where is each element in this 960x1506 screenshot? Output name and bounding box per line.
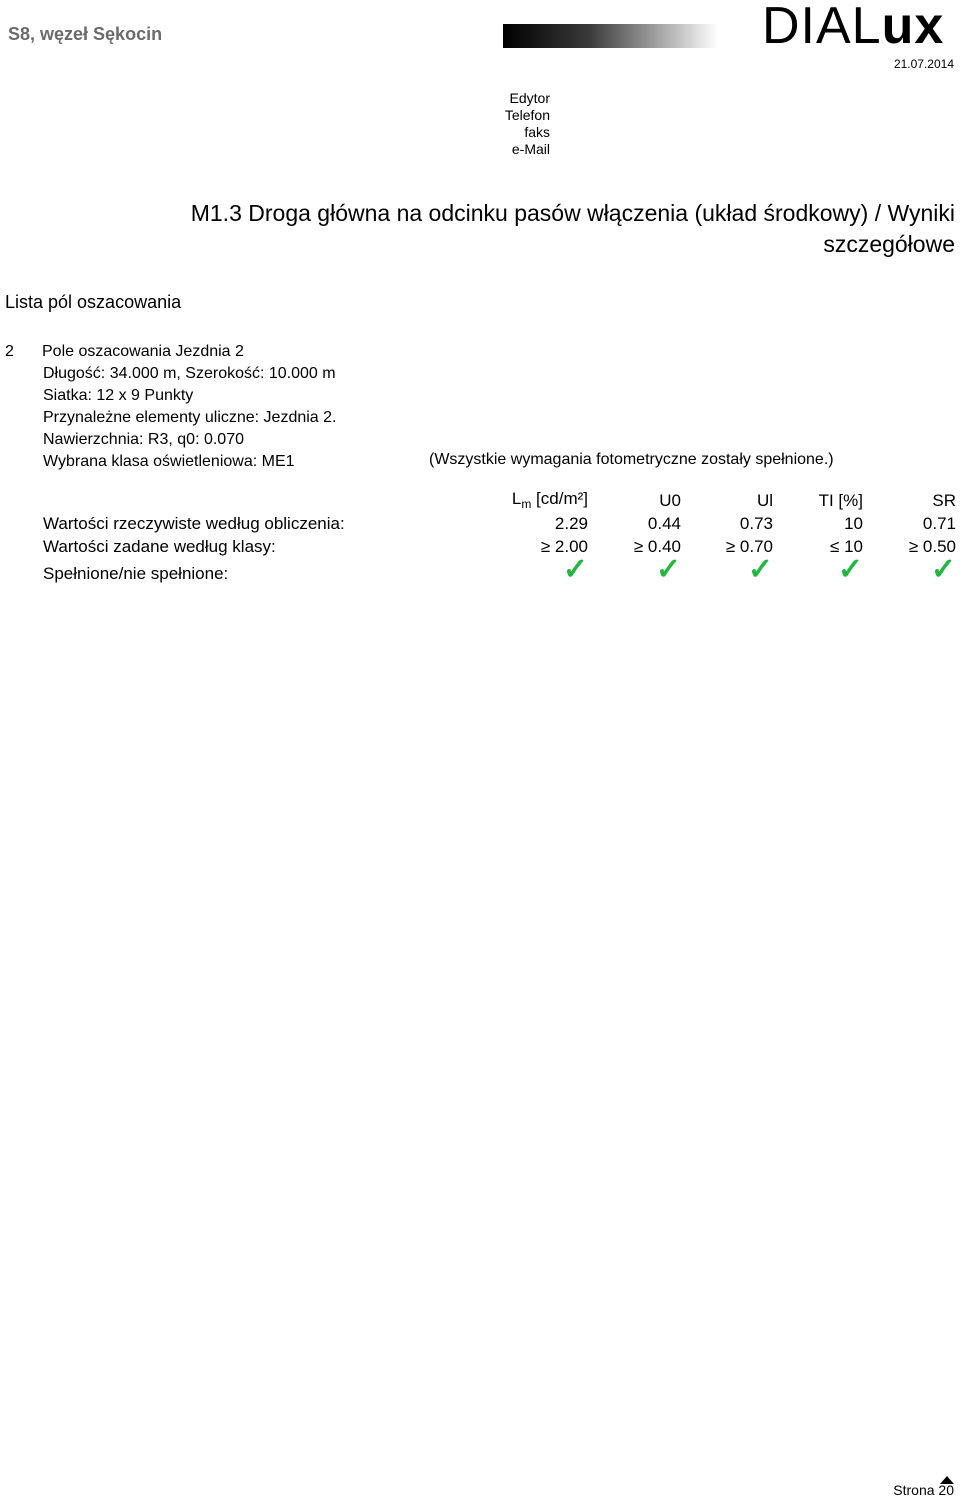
section-title: Lista pól oszacowania (5, 292, 182, 312)
project-title: S8, węzeł Sękocin (8, 24, 163, 44)
fulfilled-label: Spełnione/nie spełnione: (43, 564, 229, 583)
actual-u0: 0.44 (647, 514, 681, 533)
actual-ti: 10 (844, 514, 863, 533)
col-u0: U0 (659, 491, 681, 510)
check-icon: ✓ (837, 553, 863, 586)
check-icon: ✓ (930, 553, 956, 586)
col-sr: SR (932, 491, 956, 510)
col-lm: $L_m$ [cd/m²] (511, 489, 588, 511)
target-ti: ≤ 10 (830, 537, 863, 556)
field-lighting-class: Wybrana klasa oświetleniowa: ME1 (43, 453, 295, 470)
field-name: Pole oszacowania Jezdnia 2 (42, 343, 244, 360)
evaluation-field-details (5, 341, 337, 473)
results-table (43, 488, 956, 584)
actual-lm: 2.29 (554, 514, 588, 533)
logo-text-regular: DIAL (762, 0, 882, 55)
results-header-row (43, 488, 956, 511)
contact-fax: faks (524, 124, 550, 140)
target-values-row (43, 534, 956, 557)
check-icon: ✓ (562, 553, 588, 586)
actual-values-row (43, 511, 956, 534)
page-title-line1: M1.3 Droga główna na odcinku pasów włączenia (układ środkowy) / Wyniki (190, 200, 955, 226)
check-icon: ✓ (655, 553, 681, 586)
field-length-width: Długość: 34.000 m, Szerokość: 10.000 m (43, 365, 336, 382)
page-title-line2: szczegółowe (823, 231, 955, 257)
check-icon: ✓ (747, 553, 773, 586)
actual-values-label: Wartości rzeczywiste według obliczenia: (43, 514, 345, 533)
header-gradient-bar (503, 24, 718, 48)
target-lm: ≥ 2.00 (540, 537, 588, 556)
target-ul: ≥ 0.70 (725, 537, 773, 556)
field-surface: Nawierzchnia: R3, q0: 0.070 (43, 431, 244, 448)
report-date: 21.07.2014 (893, 57, 954, 71)
logo-text-bold: ux (881, 0, 945, 55)
field-header (5, 341, 337, 363)
contact-phone: Telefon (504, 107, 550, 123)
contact-editor: Edytor (509, 90, 550, 106)
contact-block (505, 90, 550, 158)
actual-ul: 0.73 (739, 514, 773, 533)
actual-sr: 0.71 (922, 514, 956, 533)
field-grid: Siatka: 12 x 9 Punkty (43, 387, 194, 404)
page-number: Strona 20 (893, 1482, 954, 1498)
field-elements: Przynależne elementy uliczne: Jezdnia 2. (43, 409, 337, 426)
col-ul: Ul (756, 491, 773, 510)
field-index: 2 (5, 343, 14, 360)
requirements-met-note: (Wszystkie wymagania fotometryczne zostały spełnione.) (429, 451, 834, 468)
col-ti: TI [%] (818, 491, 863, 510)
dialux-logo (762, 0, 945, 55)
col-lm-subscript: m (521, 497, 532, 511)
page-title (95, 198, 955, 260)
contact-email: e-Mail (511, 141, 550, 157)
target-u0: ≥ 0.40 (633, 537, 681, 556)
target-values-label: Wartości zadane według klasy: (43, 537, 276, 556)
target-sr: ≥ 0.50 (908, 537, 956, 556)
fulfilled-row (43, 557, 956, 584)
